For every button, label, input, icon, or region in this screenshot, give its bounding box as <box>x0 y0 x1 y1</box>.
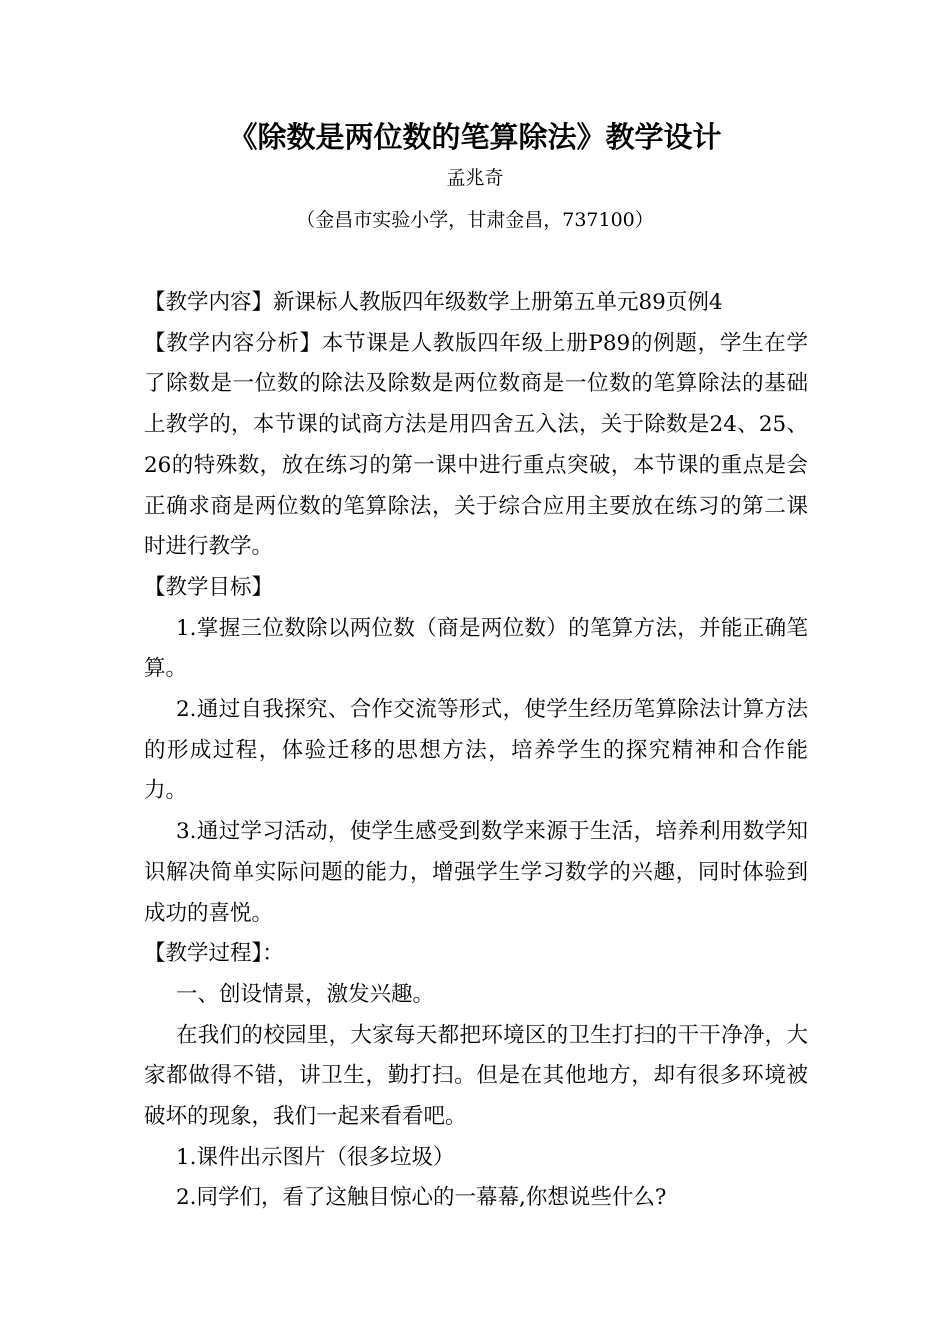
section-heading-1: 一、创设情景，激发兴趣。 <box>176 981 435 1007</box>
content-analysis-paragraph: 【教学内容分析】本节课是人教版四年级上册P89的例题，学生在学了除数是一位数的除法及除数是两位数商是一位数的笔算除法的基础上教学的，本节课的试商方法是用四舍五入法，关于除数是24、25、26的特殊数，放在练习的第一课中进行重点突破，本节课的重点是会正确求商是两位数的笔算除法，关于综合应用主要放在练习的第二课时进行教学。 <box>144 330 808 560</box>
author-name: 孟兆奇 <box>446 167 504 189</box>
teaching-content-paragraph: 【教学内容】新课标人教版四年级数学上册第五单元89页例4 <box>144 290 723 315</box>
intro-paragraph: 在我们的校园里，大家每天都把环境区的卫生打扫的干干净净，大家都做得不错，讲卫生，勤打扫。但是在其他地方，却有很多环境被破坏的现象，我们一起来看看吧。 <box>144 1022 808 1130</box>
teaching-goals-heading: 【教学目标】 <box>144 574 274 600</box>
document-title: 《除数是两位数的笔算除法》教学设计 <box>228 120 722 154</box>
goal-item-2: 2.通过自我探究、合作交流等形式，使学生经历笔算除法计算方法的形成过程，体验迁移的思想方法，培养学生的探究精神和合作能力。 <box>144 697 808 804</box>
document-body <box>144 283 808 1219</box>
author-affiliation: （金昌市实验小学，甘肃金昌，737100） <box>296 209 654 231</box>
step-item-2: 2.同学们，看了这触目惊心的一幕幕,你想说些什么? <box>176 1185 667 1211</box>
goal-item-3: 3.通过学习活动，使学生感受到数学来源于生活，培养利用数学知识解决简单实际问题的能力，增强学生学习数学的兴趣，同时体验到成功的喜悦。 <box>144 819 808 926</box>
goal-item-1: 1.掌握三位数除以两位数（商是两位数）的笔算方法，并能正确笔算。 <box>144 615 808 682</box>
teaching-process-heading: 【教学过程】： <box>144 941 284 967</box>
step-item-1: 1.课件出示图片（很多垃圾） <box>176 1144 455 1170</box>
